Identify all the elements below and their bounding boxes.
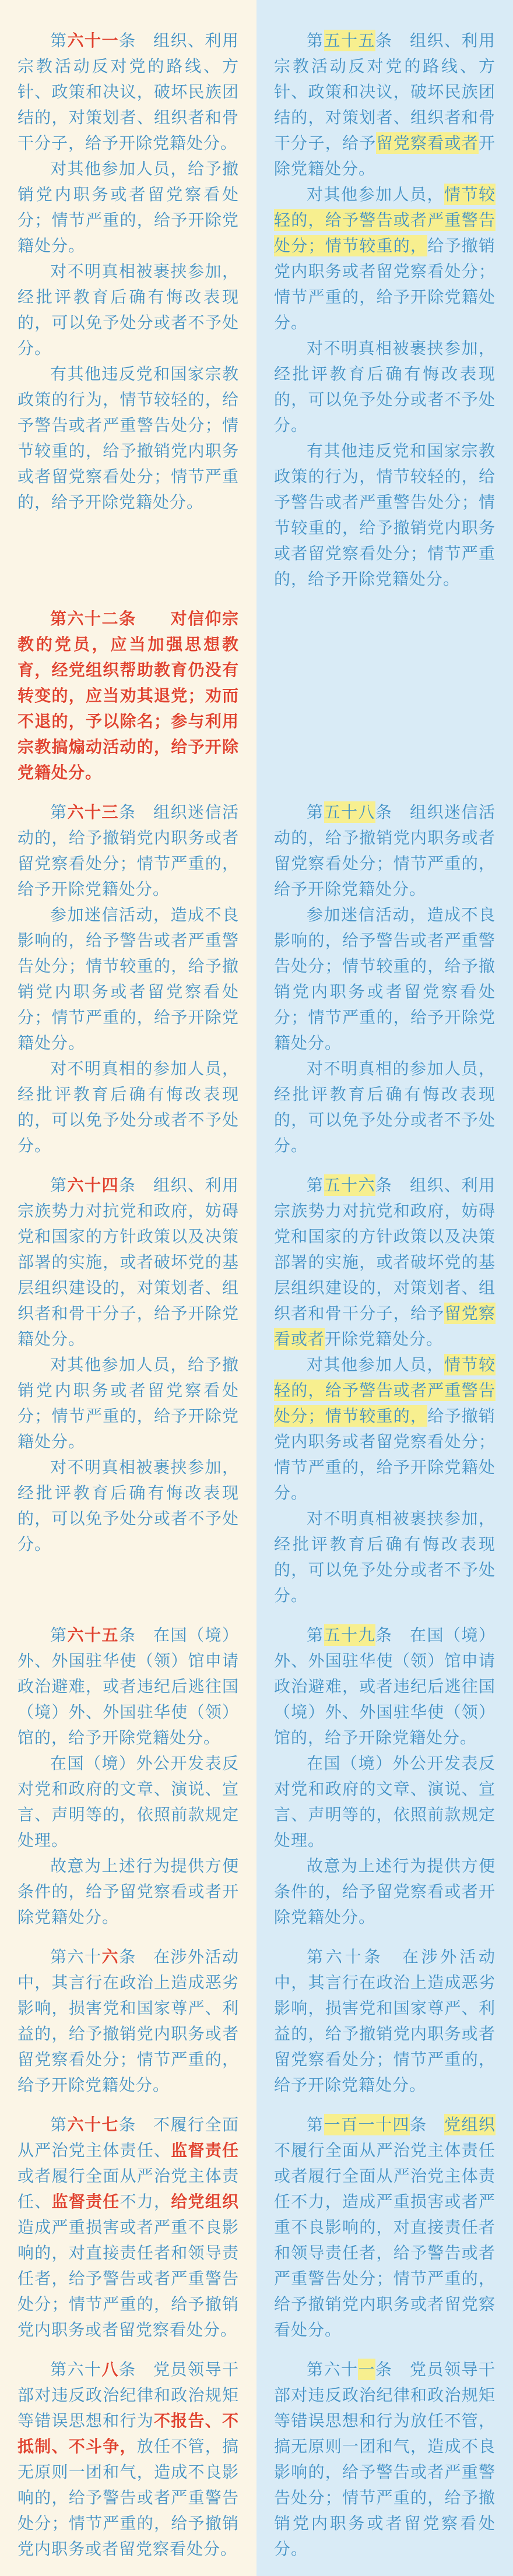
body-text — [136, 2360, 153, 2379]
body-text: 不力， — [120, 2192, 171, 2211]
new-regulation-article — [256, 2357, 513, 2562]
body-text: 条 — [118, 1176, 136, 1195]
diff-removed-text — [136, 609, 170, 628]
diff-highlighted-text: 留党察看或者 — [274, 1304, 496, 1349]
diff-highlighted-text: 情节较轻的，给予警告或者严重警告处分；情节较重的， — [274, 1355, 496, 1426]
old-regulation-article — [0, 1944, 256, 2098]
old-regulation-article — [0, 800, 256, 1159]
body-text: 第六十 — [50, 2360, 102, 2379]
new-regulation-article — [256, 800, 513, 1159]
old-regulation-article — [0, 606, 256, 786]
body-text: 对其他参加人员， — [307, 185, 444, 204]
body-text: 第 — [307, 1625, 324, 1645]
body-text: 第 — [50, 803, 68, 822]
body-text: 第 — [50, 1176, 68, 1195]
diff-removed-text: 给党组织 — [171, 2192, 239, 2211]
comparison-row — [0, 1173, 513, 1609]
body-text: 条 — [375, 1625, 393, 1645]
body-text: 组织、利用宗教活动反对党的路线、方针、政策和决议，破坏民族团结的，对策划者、组织者和骨干分子，给予开除党籍处分。 — [17, 31, 239, 153]
body-text: 条 — [118, 803, 136, 822]
paragraph — [274, 1173, 496, 1352]
diff-removed-text: 六十一 — [67, 31, 119, 50]
paragraph — [274, 2112, 496, 2343]
old-regulation-article — [0, 1173, 256, 1557]
body-text: 不履行全面从严治党主体责任、 — [17, 2115, 239, 2160]
body-text: 组织、利用宗族势力对抗党和政府，妨碍党和国家的方针政策以及决策部署的实施，或者破坏党的基层组织建设的，对策划者、组织者和骨干分子，给予开除党籍处分。 — [17, 1176, 239, 1349]
diff-highlighted-text: 情节较轻的，给予警告或者严重警告处分；情节较重的， — [274, 185, 496, 255]
paragraph — [17, 1623, 239, 1751]
paragraph — [274, 1056, 496, 1159]
body-text: 条 — [409, 2115, 427, 2134]
diff-removed-text: 六十三 — [67, 803, 119, 822]
body-text: 组织迷信活动的，给予撤销党内职务或者留党察看处分；情节严重的，给予开除党籍处分。 — [274, 803, 496, 899]
body-text: 有其他违反党和国家宗教政策的行为，情节较轻的，给予警告或者严重警告处分；情节较重的，给予撤销党内职务或者留党察看处分；情节严重的，给予开除党籍处分。 — [17, 364, 239, 512]
body-text: 条 — [375, 2360, 393, 2379]
body-text: 或者履行全面从严治党主体责任、 — [17, 2166, 239, 2211]
body-text: 对不明真相被裹挟参加，经批评教育后确有悔改表现的，可以免予处分或者不予处分。 — [17, 262, 239, 358]
paragraph — [17, 1853, 239, 1930]
new-regulation-article — [256, 1944, 513, 2098]
body-text: 对不明真相被裹挟参加，经批评教育后确有悔改表现的，可以免予处分或者不予处分。 — [274, 1509, 496, 1605]
body-text: 在涉外活动中，其言行在政治上造成恶劣影响，损害党和国家尊严、利益的，给予撤销党内职务或者留党察看处分；情节严重的，给予开除党籍处分。 — [274, 1947, 496, 2095]
old-regulation-article — [0, 1623, 256, 1930]
diff-removed-text: 六 — [101, 1947, 119, 1966]
paragraph — [17, 1056, 239, 1159]
body-text: 第 — [307, 2115, 324, 2134]
body-text: 组织、利用宗教活动反对党的路线、方针、政策和决议，破坏民族团结的，对策划者、组织者和骨干分子，给予 — [274, 31, 496, 153]
body-text: 在国（境）外公开发表反对党和政府的文章、演说、宣言、声明等的，依照前款规定处理。 — [17, 1754, 239, 1850]
paragraph — [274, 28, 496, 182]
body-text: 参加迷信活动，造成不良影响的，给予警告或者严重警告处分；情节较重的，给予撤销党内职务或者留党察看处分；情节严重的，给予开除党籍处分。 — [17, 905, 239, 1053]
body-text — [392, 803, 410, 822]
body-text: 第六十条 — [307, 1947, 384, 1966]
paragraph — [274, 1751, 496, 1853]
diff-removed-text: 六十五 — [67, 1625, 119, 1645]
body-text: 故意为上述行为提供方便条件的，给予留党察看或者开除党籍处分。 — [274, 1856, 496, 1927]
paragraph — [274, 1853, 496, 1930]
paragraph — [274, 438, 496, 592]
body-text: 开除党籍处分。 — [325, 1329, 444, 1349]
body-text: 在国（境）外、外国驻华使（领）馆申请政治避难，或者违纪后逃往国（境）外、外国驻华使（领）馆的，给予开除党籍处分。 — [274, 1625, 496, 1747]
body-text: 不履行全面从严治党主体责任或者履行全面从严治党主体责任不力，造成严重损害或者严重不良影响的，对直接责任者和领导责任者，给予警告或者严重警告处分；情节严重的，给予撤销党内职务或者留党察看处分。 — [274, 2141, 496, 2339]
body-text: 放任不管，搞无原则一团和气，造成不良影响的，给予警告或者严重警告处分；情节严重的，给予撤销党内职务或者留党察看处分。 — [17, 2437, 239, 2559]
body-text: 对不明真相被裹挟参加，经批评教育后确有悔改表现的，可以免予处分或者不予处分。 — [17, 1458, 239, 1554]
body-text: 有其他违反党和国家宗教政策的行为，情节较轻的，给予警告或者严重警告处分；情节较重的，给予撤销党内职务或者留党察看处分；情节严重的，给予开除党籍处分。 — [274, 441, 496, 589]
paragraph — [17, 2357, 239, 2562]
new-regulation-article — [256, 1173, 513, 1609]
paragraph — [274, 1506, 496, 1609]
body-text: 第六十 — [50, 1947, 102, 1966]
body-text: 条 — [375, 1176, 393, 1195]
body-text: 第 — [50, 2115, 68, 2134]
diff-highlighted-text: 一 — [358, 2360, 375, 2379]
paragraph — [17, 800, 239, 902]
body-text — [136, 1625, 153, 1645]
body-text: 条 — [375, 803, 393, 822]
body-text: 对其他参加人员，给予撤销党内职务或者留党察看处分；情节严重的，给予开除党籍处分。 — [17, 159, 239, 255]
body-text: 第 — [50, 31, 68, 50]
body-text — [427, 2115, 444, 2134]
paragraph — [17, 1455, 239, 1557]
body-text: 在国（境）外公开发表反对党和政府的文章、演说、宣言、声明等的，依照前款规定处理。 — [274, 1754, 496, 1850]
diff-highlighted-text: 留党察看或者 — [376, 133, 479, 153]
paragraph — [17, 28, 239, 156]
diff-highlighted-text: 五十九 — [324, 1625, 375, 1645]
paragraph — [17, 902, 239, 1056]
comparison-row — [0, 1623, 513, 1930]
paragraph — [17, 259, 239, 361]
body-text: 第六十 — [307, 2360, 359, 2379]
paragraph — [17, 1173, 239, 1352]
body-text — [383, 1947, 402, 1966]
body-text: 造成严重损害或者严重不良影响的，对直接责任者和领导责任者，给予警告或者严重警告处分；情节严重的，给予撤销党内职务或者留党察看处分。 — [17, 2218, 239, 2339]
body-text: 组织、利用宗族势力对抗党和政府，妨碍党和国家的方针政策以及决策部署的实施，或者破坏党的基层组织建设的，对策划者、组织者和骨干分子，给予 — [274, 1176, 496, 1323]
diff-highlighted-text: 党组织 — [444, 2115, 496, 2134]
diff-highlighted-text: 五十八 — [324, 803, 375, 822]
body-text: 第 — [307, 1176, 324, 1195]
body-text — [392, 2360, 410, 2379]
new-regulation-article — [256, 2112, 513, 2343]
body-text — [136, 2115, 153, 2134]
body-text: 故意为上述行为提供方便条件的，给予留党察看或者开除党籍处分。 — [17, 1856, 239, 1927]
body-text: 党员领导干部对违反政治纪律和政治规矩等错误思想和行为 — [17, 2360, 239, 2430]
body-text: 条 — [118, 31, 136, 50]
body-text — [392, 1176, 410, 1195]
paragraph — [274, 336, 496, 438]
body-text — [136, 803, 153, 822]
body-text — [136, 1947, 153, 1966]
comparison-row — [0, 606, 513, 786]
comparison-row — [0, 28, 513, 592]
body-text: 给予撤销党内职务或者留党察看处分；情节严重的，给予开除党籍处分。 — [274, 1406, 496, 1502]
paragraph — [17, 156, 239, 259]
body-text: 党员领导干部对违反政治纪律和政治规矩等错误思想和行为放任不管，搞无原则一团和气，造成不良影响的，给予警告或者严重警告处分；情节严重的，给予撤销党内职务或者留党察看处分。 — [274, 2360, 496, 2559]
body-text: 在国（境）外、外国驻华使（领）馆申请政治避难，或者违纪后逃往国（境）外、外国驻华使（领）馆的，给予开除党籍处分。 — [17, 1625, 239, 1747]
body-text — [136, 1176, 153, 1195]
diff-highlighted-text: 一百一十四 — [324, 2115, 410, 2134]
body-text: 对不明真相被裹挟参加，经批评教育后确有悔改表现的，可以免予处分或者不予处分。 — [274, 339, 496, 435]
paragraph — [17, 1751, 239, 1853]
diff-removed-text: 不报告、不抵制、不斗争， — [17, 2411, 239, 2456]
body-text — [392, 1625, 410, 1645]
comparison-row — [0, 1944, 513, 2098]
diff-removed-text: 监督责任 — [171, 2141, 239, 2160]
body-text — [136, 31, 153, 50]
body-text: 条 — [118, 1625, 136, 1645]
body-text: 条 — [118, 1947, 136, 1966]
old-regulation-article — [0, 2357, 256, 2562]
paragraph — [17, 2112, 239, 2343]
body-text: 条 — [118, 2115, 136, 2134]
diff-removed-text: 对信仰宗教的党员，应当加强思想教育，经党组织帮助教育仍没有转变的，应当劝其退党；劝而不退的，予以除名；参与利用宗教搞煽动活动的，给予开除党籍处分。 — [17, 609, 239, 782]
body-text: 条 — [375, 31, 393, 50]
old-regulation-article — [0, 2112, 256, 2343]
diff-removed-text: 第六十二条 — [50, 609, 136, 628]
body-text: 对不明真相的参加人员，经批评教育后确有悔改表现的，可以免予处分或者不予处分。 — [17, 1059, 239, 1155]
diff-highlighted-text: 五十六 — [324, 1176, 375, 1195]
comparison-row — [0, 2112, 513, 2343]
paragraph — [274, 800, 496, 902]
body-text: 对其他参加人员，给予撤销党内职务或者留党察看处分；情节严重的，给予开除党籍处分。 — [17, 1355, 239, 1451]
diff-removed-text: 六十七 — [67, 2115, 119, 2134]
diff-removed-text: 监督责任 — [51, 2192, 120, 2211]
body-text: 在涉外活动中，其言行在政治上造成恶劣影响，损害党和国家尊严、利益的，给予撤销党内职务或者留党察看处分；情节严重的，给予开除党籍处分。 — [17, 1947, 239, 2095]
paragraph — [17, 1352, 239, 1455]
paragraph — [274, 1944, 496, 2098]
diff-highlighted-text: 五十五 — [324, 31, 375, 50]
body-text: 组织迷信活动的，给予撤销党内职务或者留党察看处分；情节严重的，给予开除党籍处分。 — [17, 803, 239, 899]
body-text: 开除党籍处分。 — [274, 133, 496, 178]
body-text: 第 — [50, 1625, 68, 1645]
body-text: 对其他参加人员， — [307, 1355, 444, 1374]
comparison-row — [0, 800, 513, 1159]
body-text: 条 — [118, 2360, 136, 2379]
old-regulation-article — [0, 28, 256, 515]
paragraph — [17, 1944, 239, 2098]
body-text: 对不明真相的参加人员，经批评教育后确有悔改表现的，可以免予处分或者不予处分。 — [274, 1059, 496, 1155]
paragraph — [17, 606, 239, 786]
diff-removed-text: 六十四 — [67, 1176, 119, 1195]
body-text — [392, 31, 410, 50]
paragraph — [274, 1623, 496, 1751]
body-text: 给予撤销党内职务或者留党察看处分；情节严重的，给予开除党籍处分。 — [274, 236, 496, 332]
paragraph — [274, 902, 496, 1056]
new-regulation-article — [256, 1623, 513, 1930]
paragraph — [274, 182, 496, 336]
diff-removed-text: 八 — [101, 2360, 119, 2379]
paragraph — [17, 361, 239, 515]
paragraph — [274, 2357, 496, 2562]
paragraph — [274, 1352, 496, 1506]
new-regulation-article — [256, 28, 513, 592]
body-text: 第 — [307, 803, 324, 822]
comparison-row — [0, 2357, 513, 2562]
body-text: 第 — [307, 31, 324, 50]
body-text: 参加迷信活动，造成不良影响的，给予警告或者严重警告处分；情节较重的，给予撤销党内职务或者留党察看处分；情节严重的，给予开除党籍处分。 — [274, 905, 496, 1053]
